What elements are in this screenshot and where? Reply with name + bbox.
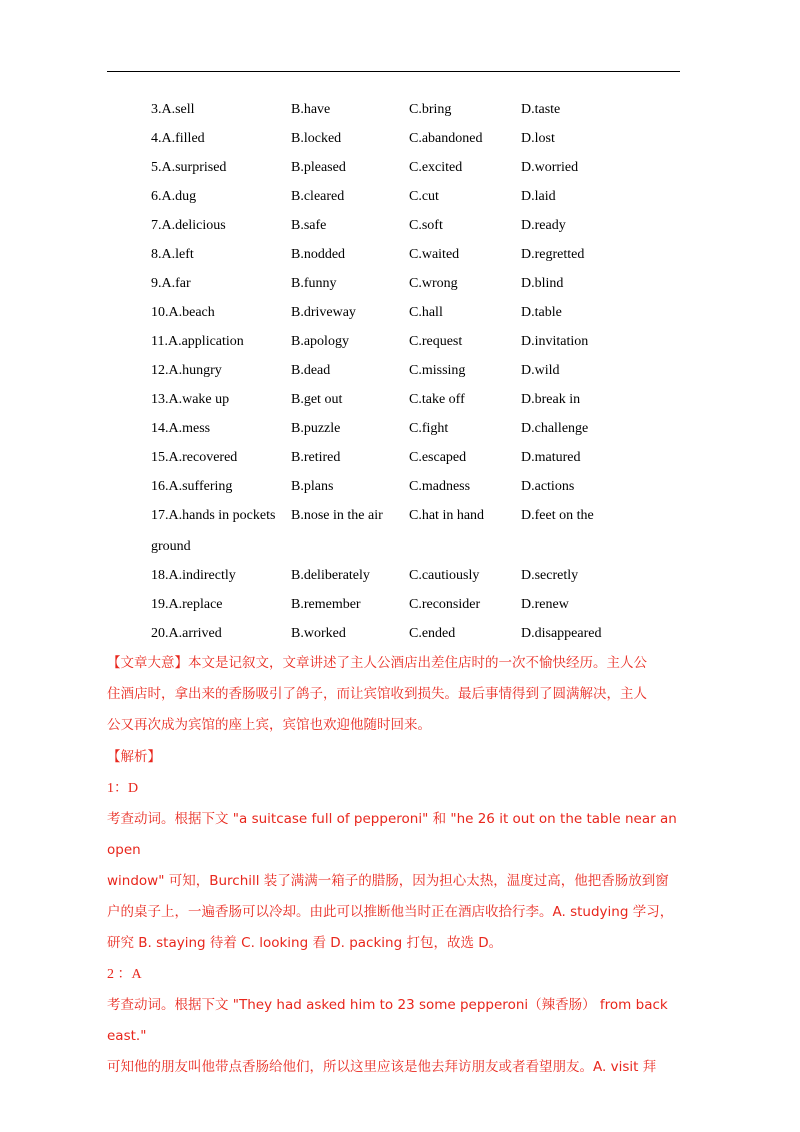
option-b: B.pleased [291,160,346,175]
option-row [151,501,691,561]
option-c: C.request [409,334,463,349]
option-row [151,95,691,124]
option-c: C.missing [409,363,466,378]
option-row [151,356,691,385]
option-a: 19.A.replace [151,597,223,612]
option-b: B.puzzle [291,421,341,436]
option-b: B.nodded [291,247,346,262]
option-a: 17.A.hands in pockets [151,508,276,523]
option-d: D.feet on the [521,508,594,523]
option-a: 11.A.application [151,334,244,349]
option-d: D.secretly [521,568,579,583]
option-d: D.regretted [521,247,585,262]
option-d: D.matured [521,450,581,465]
option-b: B.locked [291,131,342,146]
option-a: 9.A.far [151,276,191,291]
option-c: C.bring [409,102,452,117]
option-a: 8.A.left [151,247,194,262]
option-row [151,414,691,443]
answer-line: 户的桌子上，一遍香肠可以冷却。由此可以推断他当时正在酒店收拾行李。A. studying 学习， [107,904,674,920]
options-list [151,95,691,648]
option-d: D.taste [521,102,561,117]
answer-line: 考查动词。根据下文 "They had asked him to 23 some pepperoni（辣香肠） from back east." [107,997,668,1044]
answer-line: window" 可知，Burchill 装了满满一箱子的腊肠，因为担心太热，温度过高，他把香肠放到窗 [107,873,669,889]
option-row [151,443,691,472]
option-d: D.challenge [521,421,589,436]
option-d: D.actions [521,479,575,494]
analysis-heading: 【解析】 [107,749,161,765]
option-d: D.break in [521,392,581,407]
option-b: B.have [291,102,331,117]
option-d: D.table [521,305,562,320]
option-row [151,211,691,240]
option-d: D.renew [521,597,569,612]
option-row [151,590,691,619]
summary-paragraph [107,648,693,741]
option-c: C.cautiously [409,568,480,583]
option-c: C.excited [409,160,463,175]
option-b: B.dead [291,363,331,378]
option-a: 15.A.recovered [151,450,238,465]
option-a: 5.A.surprised [151,160,227,175]
option-d: D.ready [521,218,566,233]
option-d: D.laid [521,189,556,204]
option-a: 20.A.arrived [151,626,222,641]
option-b: B.remember [291,597,361,612]
option-c: C.ended [409,626,456,641]
option-b: B.apology [291,334,349,349]
option-c: C.fight [409,421,449,436]
analysis-section [107,742,693,1083]
option-wrap: ground [151,539,191,554]
option-a: 12.A.hungry [151,363,222,378]
option-row [151,240,691,269]
option-a: 14.A.mess [151,421,211,436]
option-d: D.disappeared [521,626,602,641]
option-b: B.plans [291,479,334,494]
option-c: C.abandoned [409,131,483,146]
option-c: C.reconsider [409,597,481,612]
option-row [151,182,691,211]
option-a: 10.A.beach [151,305,215,320]
option-row [151,385,691,414]
summary-line: 住酒店时，拿出来的香肠吸引了鸽子，而让宾馆收到损失。最后事情得到了圆满解决，主人 [107,686,647,702]
option-a: 3.A.sell [151,102,195,117]
option-a: 16.A.suffering [151,479,233,494]
option-row [151,153,691,182]
option-b: B.safe [291,218,327,233]
option-b: B.driveway [291,305,356,320]
option-b: B.nose in the air [291,508,383,523]
option-d: D.wild [521,363,560,378]
answer-label: 1：D [107,781,139,796]
option-c: C.hall [409,305,443,320]
option-row [151,269,691,298]
option-c: C.take off [409,392,465,407]
answer-label: 2 ：A [107,967,142,982]
option-a: 4.A.filled [151,131,205,146]
option-b: B.get out [291,392,343,407]
answer-line: 研究 B. staying 待着 C. looking 看 D. packing 打包，故选 D。 [107,935,503,951]
option-d: D.lost [521,131,555,146]
option-c: C.waited [409,247,460,262]
option-row [151,619,691,648]
answer-line: 可知他的朋友叫他带点香肠给他们，所以这里应该是他去拜访朋友或者看望朋友。A. visit 拜 [107,1059,657,1075]
option-row [151,561,691,590]
summary-line: 【文章大意】本文是记叙文，文章讲述了主人公酒店出差住店时的一次不愉快经历。主人公 [107,655,647,671]
option-d: D.worried [521,160,579,175]
header-rule [107,71,680,72]
option-b: B.deliberately [291,568,370,583]
option-row [151,327,691,356]
option-b: B.worked [291,626,346,641]
option-b: B.retired [291,450,341,465]
option-b: B.cleared [291,189,345,204]
option-d: D.blind [521,276,564,291]
option-d: D.invitation [521,334,589,349]
option-a: 18.A.indirectly [151,568,236,583]
summary-line: 公又再次成为宾馆的座上宾，宾馆也欢迎他随时回来。 [107,717,431,733]
option-a: 7.A.delicious [151,218,226,233]
option-b: B.funny [291,276,337,291]
option-c: C.cut [409,189,439,204]
option-c: C.madness [409,479,471,494]
option-row [151,124,691,153]
option-a: 13.A.wake up [151,392,230,407]
option-row [151,298,691,327]
option-c: C.wrong [409,276,458,291]
option-row [151,472,691,501]
option-c: C.escaped [409,450,467,465]
option-c: C.soft [409,218,443,233]
option-a: 6.A.dug [151,189,197,204]
answer-line: 考查动词。根据下文 "a suitcase full of pepperoni" 和 "he 26 it out on the table near an open [107,811,677,858]
option-c: C.hat in hand [409,508,485,523]
